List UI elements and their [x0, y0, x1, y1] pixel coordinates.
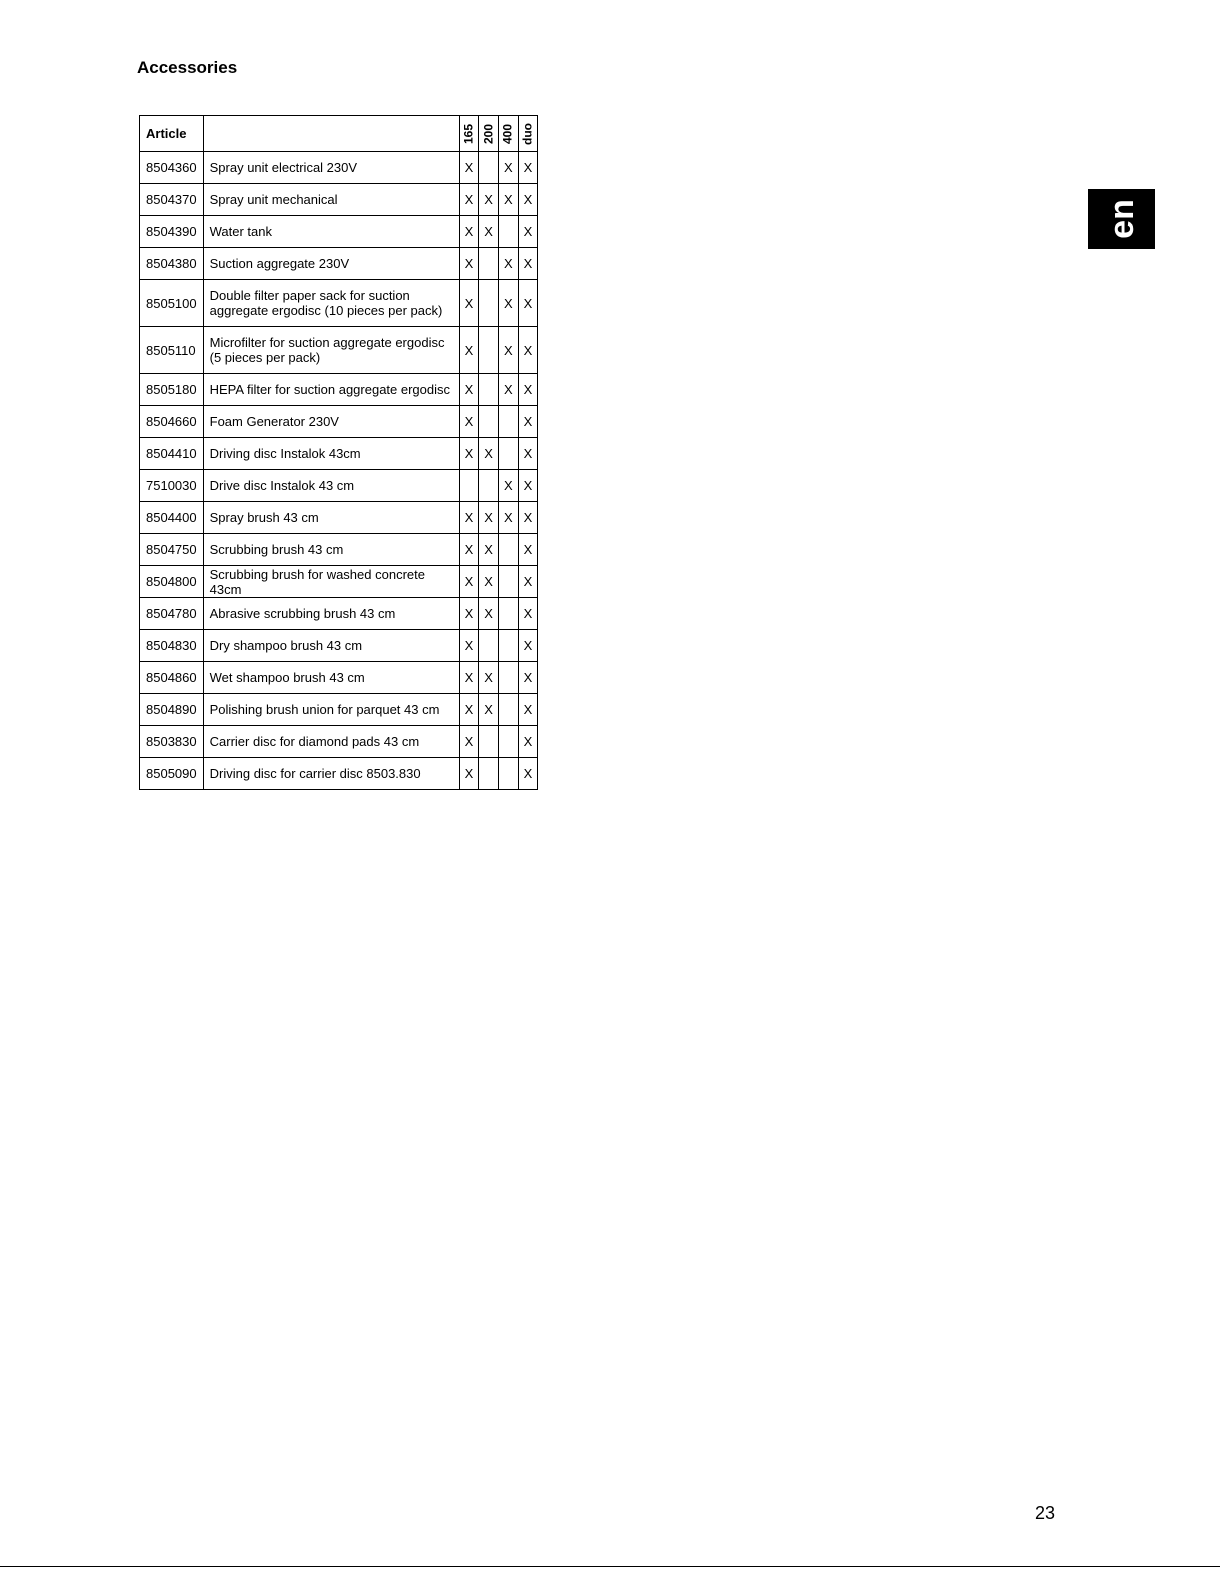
compatibility-mark-cell [479, 630, 499, 662]
description-cell: Wet shampoo brush 43 cm [203, 662, 459, 694]
compatibility-mark-cell: X [459, 566, 479, 598]
description-cell: Water tank [203, 216, 459, 248]
compatibility-mark-cell [498, 694, 518, 726]
compatibility-mark-cell: X [518, 662, 538, 694]
compatibility-mark-cell [498, 662, 518, 694]
model-column-header-duo [518, 116, 538, 152]
compatibility-mark-cell: X [479, 438, 499, 470]
table-row [140, 327, 538, 374]
compatibility-mark-cell: X [518, 374, 538, 406]
article-number-cell: 8504370 [140, 184, 204, 216]
compatibility-mark-cell: X [479, 694, 499, 726]
compatibility-mark-cell [479, 248, 499, 280]
article-number-cell: 8504390 [140, 216, 204, 248]
compatibility-mark-cell: X [518, 216, 538, 248]
model-label-400: 400 [500, 123, 515, 144]
table-row [140, 598, 538, 630]
table-row [140, 152, 538, 184]
compatibility-mark-cell [479, 726, 499, 758]
model-label-165: 165 [461, 123, 476, 144]
compatibility-mark-cell: X [518, 758, 538, 790]
compatibility-mark-cell: X [518, 280, 538, 327]
table-body [140, 152, 538, 790]
compatibility-mark-cell: X [479, 184, 499, 216]
table-row [140, 280, 538, 327]
article-number-cell: 8504360 [140, 152, 204, 184]
compatibility-mark-cell [479, 152, 499, 184]
table-row [140, 726, 538, 758]
compatibility-mark-cell: X [459, 630, 479, 662]
compatibility-mark-cell [479, 327, 499, 374]
compatibility-mark-cell: X [479, 598, 499, 630]
description-cell: Spray unit electrical 230V [203, 152, 459, 184]
compatibility-mark-cell [498, 534, 518, 566]
compatibility-mark-cell: X [498, 502, 518, 534]
table-row [140, 216, 538, 248]
article-number-cell: 8504860 [140, 662, 204, 694]
compatibility-mark-cell: X [459, 502, 479, 534]
description-cell: Suction aggregate 230V [203, 248, 459, 280]
bottom-rule [0, 1566, 1220, 1567]
compatibility-mark-cell: X [518, 470, 538, 502]
table-row [140, 438, 538, 470]
compatibility-mark-cell: X [479, 216, 499, 248]
compatibility-mark-cell: X [498, 280, 518, 327]
description-cell: HEPA filter for suction aggregate ergodisc [203, 374, 459, 406]
compatibility-mark-cell: X [518, 438, 538, 470]
compatibility-mark-cell: X [479, 534, 499, 566]
table-row [140, 406, 538, 438]
language-tab [1088, 189, 1155, 249]
compatibility-mark-cell: X [518, 502, 538, 534]
description-cell: Driving disc for carrier disc 8503.830 [203, 758, 459, 790]
description-cell: Spray unit mechanical [203, 184, 459, 216]
compatibility-mark-cell: X [479, 662, 499, 694]
compatibility-mark-cell: X [518, 694, 538, 726]
description-cell: Double filter paper sack for suction aggregate ergodisc (10 pieces per pack) [203, 280, 459, 327]
table-row [140, 502, 538, 534]
compatibility-mark-cell [498, 726, 518, 758]
compatibility-mark-cell [479, 280, 499, 327]
compatibility-mark-cell: X [518, 566, 538, 598]
table-row [140, 630, 538, 662]
table-row [140, 470, 538, 502]
compatibility-mark-cell: X [498, 184, 518, 216]
page-heading: Accessories [137, 58, 238, 77]
compatibility-mark-cell [498, 630, 518, 662]
description-cell: Carrier disc for diamond pads 43 cm [203, 726, 459, 758]
article-number-cell: 8504660 [140, 406, 204, 438]
compatibility-mark-cell [498, 598, 518, 630]
compatibility-mark-cell: X [479, 566, 499, 598]
article-number-cell: 7510030 [140, 470, 204, 502]
model-label-200: 200 [481, 123, 496, 144]
compatibility-mark-cell: X [518, 406, 538, 438]
compatibility-mark-cell: X [518, 726, 538, 758]
description-cell: Scrubbing brush for washed concrete 43cm [203, 566, 459, 598]
compatibility-mark-cell [479, 406, 499, 438]
compatibility-mark-cell: X [459, 248, 479, 280]
article-column-header: Article [140, 116, 204, 152]
compatibility-mark-cell: X [459, 216, 479, 248]
compatibility-mark-cell: X [459, 374, 479, 406]
compatibility-mark-cell [479, 758, 499, 790]
compatibility-mark-cell: X [459, 758, 479, 790]
description-cell: Drive disc Instalok 43 cm [203, 470, 459, 502]
description-column-header [203, 116, 459, 152]
compatibility-mark-cell [498, 566, 518, 598]
model-column-header-400 [498, 116, 518, 152]
compatibility-mark-cell: X [518, 248, 538, 280]
model-label-duo: duo [520, 122, 535, 145]
compatibility-mark-cell: X [459, 406, 479, 438]
description-cell: Driving disc Instalok 43cm [203, 438, 459, 470]
compatibility-mark-cell: X [518, 152, 538, 184]
compatibility-mark-cell: X [459, 438, 479, 470]
compatibility-mark-cell: X [459, 694, 479, 726]
description-cell: Microfilter for suction aggregate ergodisc (5 pieces per pack) [203, 327, 459, 374]
model-column-header-165 [459, 116, 479, 152]
compatibility-mark-cell: X [459, 280, 479, 327]
article-number-cell: 8504800 [140, 566, 204, 598]
compatibility-mark-cell: X [459, 726, 479, 758]
compatibility-mark-cell: X [498, 152, 518, 184]
compatibility-mark-cell: X [518, 630, 538, 662]
table-row [140, 566, 538, 598]
compatibility-mark-cell [498, 758, 518, 790]
description-cell: Abrasive scrubbing brush 43 cm [203, 598, 459, 630]
compatibility-mark-cell [498, 438, 518, 470]
table-header-row [140, 116, 538, 152]
page-number: 23 [1035, 1503, 1056, 1523]
article-number-cell: 8505090 [140, 758, 204, 790]
compatibility-mark-cell: X [498, 470, 518, 502]
description-cell: Foam Generator 230V [203, 406, 459, 438]
article-number-cell: 8504400 [140, 502, 204, 534]
table-row [140, 184, 538, 216]
article-number-cell: 8504780 [140, 598, 204, 630]
compatibility-mark-cell: X [459, 662, 479, 694]
compatibility-mark-cell: X [498, 327, 518, 374]
table-row [140, 248, 538, 280]
description-cell: Polishing brush union for parquet 43 cm [203, 694, 459, 726]
article-number-cell: 8504830 [140, 630, 204, 662]
compatibility-mark-cell: X [518, 534, 538, 566]
compatibility-mark-cell: X [479, 502, 499, 534]
table-row [140, 374, 538, 406]
compatibility-mark-cell: X [459, 534, 479, 566]
article-number-cell: 8504890 [140, 694, 204, 726]
article-number-cell: 8504750 [140, 534, 204, 566]
article-number-cell: 8505180 [140, 374, 204, 406]
description-cell: Dry shampoo brush 43 cm [203, 630, 459, 662]
article-number-cell: 8504410 [140, 438, 204, 470]
article-number-cell: 8504380 [140, 248, 204, 280]
compatibility-mark-cell: X [459, 184, 479, 216]
table-row [140, 662, 538, 694]
compatibility-mark-cell: X [498, 374, 518, 406]
table-row [140, 534, 538, 566]
compatibility-mark-cell: X [498, 248, 518, 280]
language-tab-label: en [1102, 199, 1141, 239]
compatibility-mark-cell [498, 216, 518, 248]
table-row [140, 758, 538, 790]
compatibility-mark-cell [479, 470, 499, 502]
compatibility-mark-cell: X [459, 152, 479, 184]
description-cell: Spray brush 43 cm [203, 502, 459, 534]
compatibility-mark-cell: X [459, 327, 479, 374]
article-number-cell: 8505110 [140, 327, 204, 374]
accessories-table [139, 115, 538, 790]
compatibility-mark-cell [459, 470, 479, 502]
article-number-cell: 8503830 [140, 726, 204, 758]
description-cell: Scrubbing brush 43 cm [203, 534, 459, 566]
compatibility-mark-cell: X [518, 184, 538, 216]
model-column-header-200 [479, 116, 499, 152]
compatibility-mark-cell: X [518, 327, 538, 374]
compatibility-mark-cell: X [518, 598, 538, 630]
compatibility-mark-cell [479, 374, 499, 406]
article-number-cell: 8505100 [140, 280, 204, 327]
compatibility-mark-cell [498, 406, 518, 438]
compatibility-mark-cell: X [459, 598, 479, 630]
table-row [140, 694, 538, 726]
